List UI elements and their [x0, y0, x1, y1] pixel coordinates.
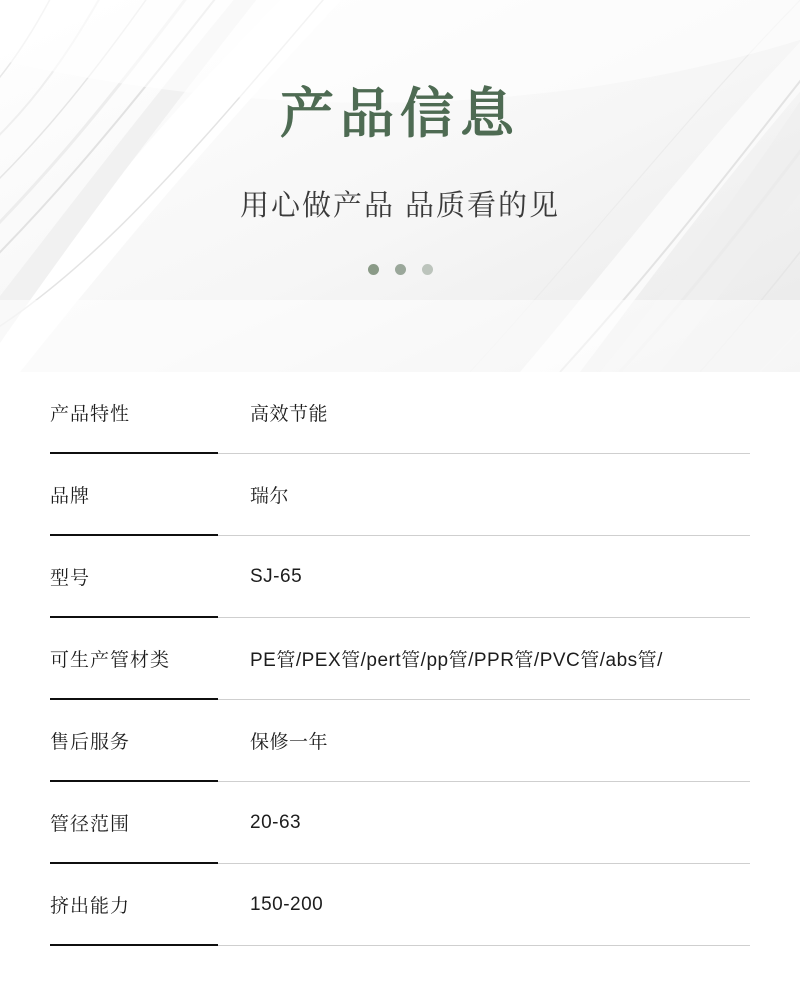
carousel-dots[interactable] — [0, 264, 800, 275]
table-row — [50, 536, 750, 618]
page-title: 产品信息 — [280, 84, 520, 144]
carousel-dot-3[interactable] — [422, 264, 433, 275]
table-row — [50, 864, 750, 946]
spec-value-pipe-types: PE管/PEX管/pert管/pp管/PPR管/PVC管/abs管/ — [218, 618, 750, 700]
spec-value-product-feature: 高效节能 — [218, 372, 750, 454]
table-row — [50, 454, 750, 536]
table-row — [50, 782, 750, 864]
spec-label-after-sales: 售后服务 — [50, 700, 218, 782]
spec-value-brand: 瑞尔 — [218, 454, 750, 536]
spec-label-diameter-range: 管径范围 — [50, 782, 218, 864]
hero-banner — [0, 0, 800, 372]
spec-label-extrusion-capacity: 挤出能力 — [50, 864, 218, 946]
spec-value-after-sales: 保修一年 — [218, 700, 750, 782]
spec-value-model: SJ-65 — [218, 536, 750, 618]
table-row — [50, 372, 750, 454]
spec-label-model: 型号 — [50, 536, 218, 618]
spec-label-brand: 品牌 — [50, 454, 218, 536]
carousel-dot-2[interactable] — [395, 264, 406, 275]
table-row — [50, 700, 750, 782]
spec-value-extrusion-capacity: 150-200 — [218, 864, 750, 946]
table-row — [50, 618, 750, 700]
spec-table — [0, 372, 800, 946]
hero-content — [0, 0, 800, 275]
spec-label-pipe-types: 可生产管材类 — [50, 618, 218, 700]
carousel-dot-1[interactable] — [368, 264, 379, 275]
page-subtitle: 用心做产品 品质看的见 — [239, 189, 561, 222]
spec-label-product-feature: 产品特性 — [50, 372, 218, 454]
spec-value-diameter-range: 20-63 — [218, 782, 750, 864]
